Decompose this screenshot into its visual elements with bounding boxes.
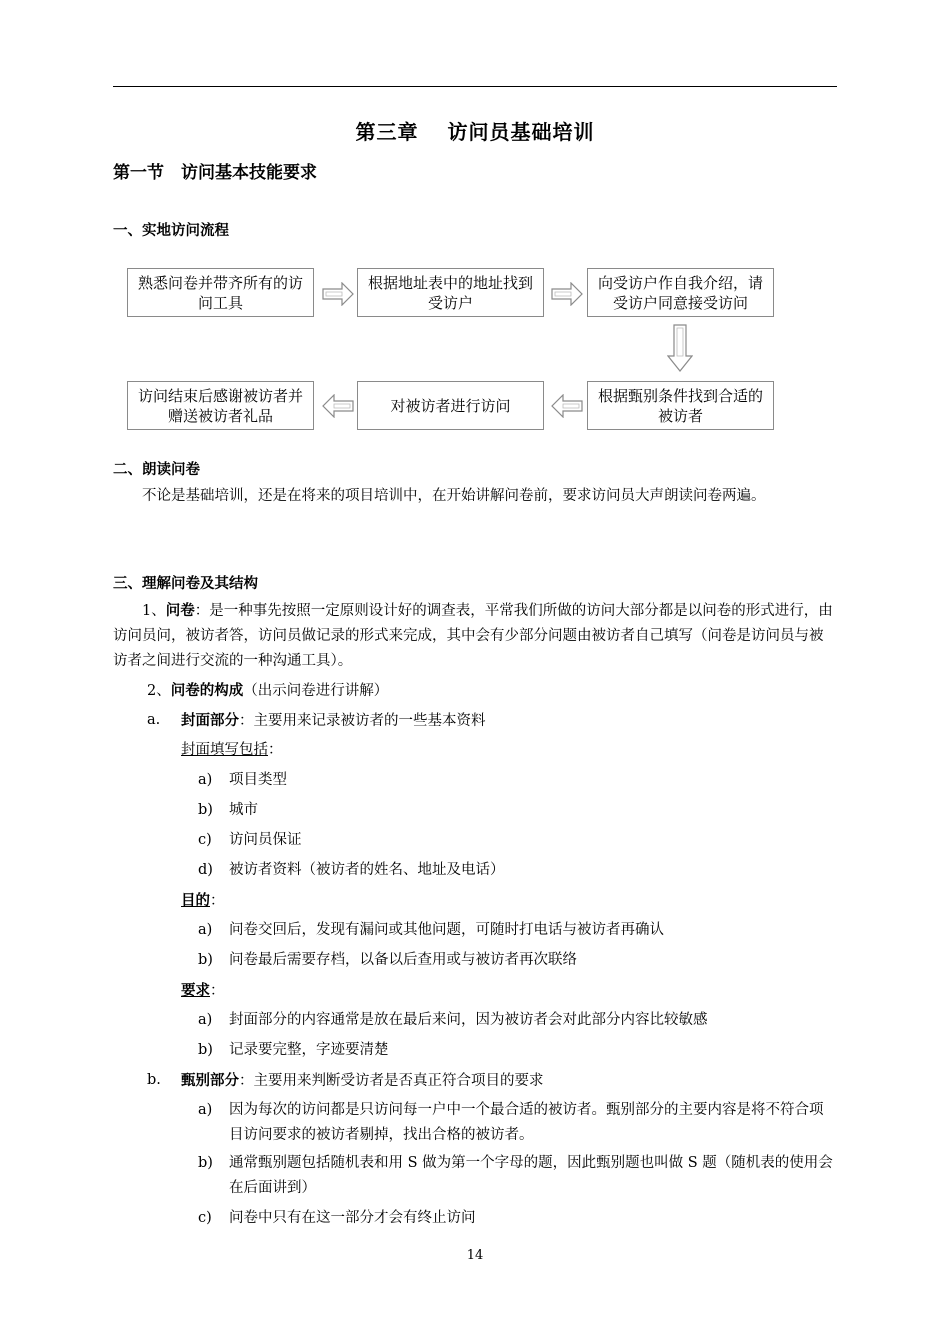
chapter-title: 第三章 访问员基础培训 bbox=[355, 120, 595, 144]
flow-step-3: 向受访户作自我介绍，请受访户同意接受访问 bbox=[587, 268, 774, 317]
arrow-down-icon bbox=[667, 324, 693, 372]
arrow-left-icon bbox=[322, 394, 354, 418]
cover-fill-label: 封面填写包括： bbox=[181, 742, 283, 758]
header-rule bbox=[113, 86, 837, 87]
paragraph-questionnaire-definition: 1、问卷：是一种事先按照一定原则设计好的调查表，平常我们所做的访问大部分都是以问卷的形式进行，由访问员问，被访者答，访问员做记录的形式来完成，其中会有少部分问题由被访者自己填写（问卷是访问员与被访者之间进行交流的一种沟通工具）。 bbox=[113, 602, 833, 669]
flow-step-1: 熟悉问卷并带齐所有的访问工具 bbox=[127, 268, 314, 317]
purpose-label: 目的： bbox=[181, 892, 225, 909]
list-item: 因为每次的访问都是只访问每一户中一个最合适的被访者。甄别部分的主要内容是将不符合项目访问要求的被访者剔掉，找出合格的被访者。 bbox=[229, 1102, 824, 1143]
arrow-right-icon bbox=[551, 282, 583, 306]
paragraph-read-questionnaire: 不论是基础培训，还是在将来的项目培训中，在开始讲解问卷前，要求访问员大声朗读问卷两遍。 bbox=[142, 488, 766, 504]
list-marker: a) bbox=[198, 1102, 213, 1118]
list-item: 通常甄别题包括随机表和用 S 做为第一个字母的题，因此甄别题也叫做 S 题（随机表的使用会在后面讲到） bbox=[229, 1155, 833, 1196]
arrow-left-icon bbox=[551, 394, 583, 418]
list-marker: b) bbox=[198, 952, 213, 968]
list-item: 城市 bbox=[229, 802, 258, 818]
list-item: 问卷最后需要存档，以备以后查用或与被访者再次联络 bbox=[229, 952, 577, 968]
list-item: 问卷交回后，发现有漏问或其他问题，可随时打电话与被访者再确认 bbox=[229, 922, 664, 938]
list-marker: b) bbox=[198, 1155, 213, 1171]
item-cover-section-marker: a. bbox=[147, 712, 161, 728]
heading-read-questionnaire: 二、朗读问卷 bbox=[113, 462, 200, 478]
list-marker: a) bbox=[198, 922, 213, 938]
list-item: 被访者资料（被访者的姓名、地址及电话） bbox=[229, 862, 505, 878]
flow-step-5: 对被访者进行访问 bbox=[357, 381, 544, 430]
list-item: 问卷中只有在这一部分才会有终止访问 bbox=[229, 1210, 476, 1226]
item-screening-section: 甄别部分：主要用来判断受访者是否真正符合项目的要求 bbox=[181, 1072, 544, 1089]
section-title: 第一节 访问基本技能要求 bbox=[113, 163, 317, 183]
list-item: 记录要完整，字迹要清楚 bbox=[229, 1042, 389, 1058]
item-screening-section-marker: b. bbox=[147, 1072, 161, 1088]
list-marker: c) bbox=[198, 1210, 212, 1226]
flow-step-4: 根据甄别条件找到合适的被访者 bbox=[587, 381, 774, 430]
requirement-label: 要求： bbox=[181, 982, 225, 999]
list-item: 访问员保证 bbox=[229, 832, 302, 848]
heading-understand-questionnaire: 三、理解问卷及其结构 bbox=[113, 576, 258, 592]
flow-step-6: 访问结束后感谢被访者并赠送被访者礼品 bbox=[127, 381, 314, 430]
list-item: 项目类型 bbox=[229, 772, 287, 788]
item-cover-section: 封面部分：主要用来记录被访者的一些基本资料 bbox=[181, 712, 486, 729]
list-marker: c) bbox=[198, 832, 212, 848]
list-marker: b) bbox=[198, 802, 213, 818]
arrow-right-icon bbox=[322, 282, 354, 306]
flow-step-2: 根据地址表中的地址找到受访户 bbox=[357, 268, 544, 317]
list-marker: d) bbox=[198, 862, 213, 878]
page-number: 14 bbox=[466, 1248, 484, 1263]
list-marker: a) bbox=[198, 1012, 213, 1028]
paragraph-questionnaire-structure: 2、问卷的构成（出示问卷进行讲解） bbox=[147, 682, 389, 699]
list-marker: b) bbox=[198, 1042, 213, 1058]
list-marker: a) bbox=[198, 772, 213, 788]
heading-field-process: 一、实地访问流程 bbox=[113, 223, 229, 239]
list-item: 封面部分的内容通常是放在最后来问，因为被访者会对此部分内容比较敏感 bbox=[229, 1012, 708, 1028]
